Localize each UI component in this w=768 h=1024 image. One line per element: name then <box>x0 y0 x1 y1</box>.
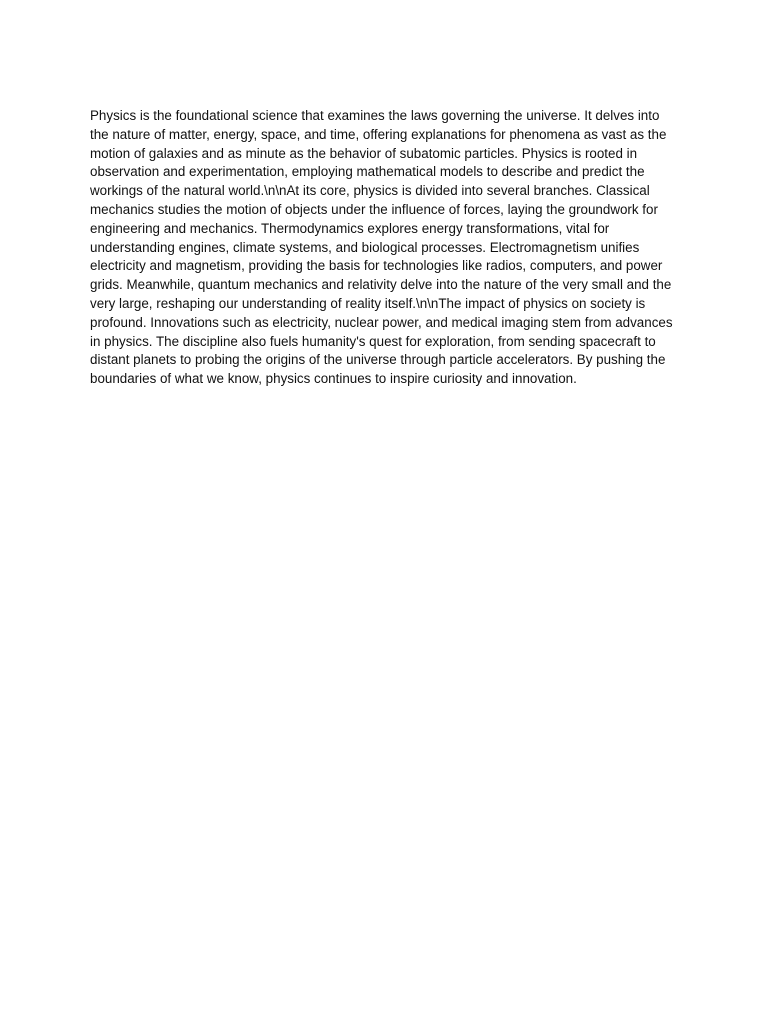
body-paragraph: Physics is the foundational science that examines the laws governing the universe. It delves into the nature of matter, energy, space, and time, offering explanations for phenomena as vast as the motion of galaxies and as minute as the behavior of subatomic particles. Physics is rooted in observation and experimentation, employing mathematical models to describe and predict the workings of the natural world.\n\nAt its core, physics is divided into several branches. Classical mechanics studies the motion of objects under the influence of forces, laying the groundwork for engineering and mechanics. Thermodynamics explores energy transformations, vital for understanding engines, climate systems, and biological processes. Electromagnetism unifies electricity and magnetism, providing the basis for technologies like radios, computers, and power grids. Meanwhile, quantum mechanics and relativity delve into the nature of the very small and the very large, reshaping our understanding of reality itself.\n\nThe impact of physics on society is profound. Innovations such as electricity, nuclear power, and medical imaging stem from advances in physics. The discipline also fuels humanity's quest for exploration, from sending spacecraft to distant planets to probing the origins of the universe through particle accelerators. By pushing the boundaries of what we know, physics continues to inspire curiosity and innovation. <box>90 108 673 387</box>
